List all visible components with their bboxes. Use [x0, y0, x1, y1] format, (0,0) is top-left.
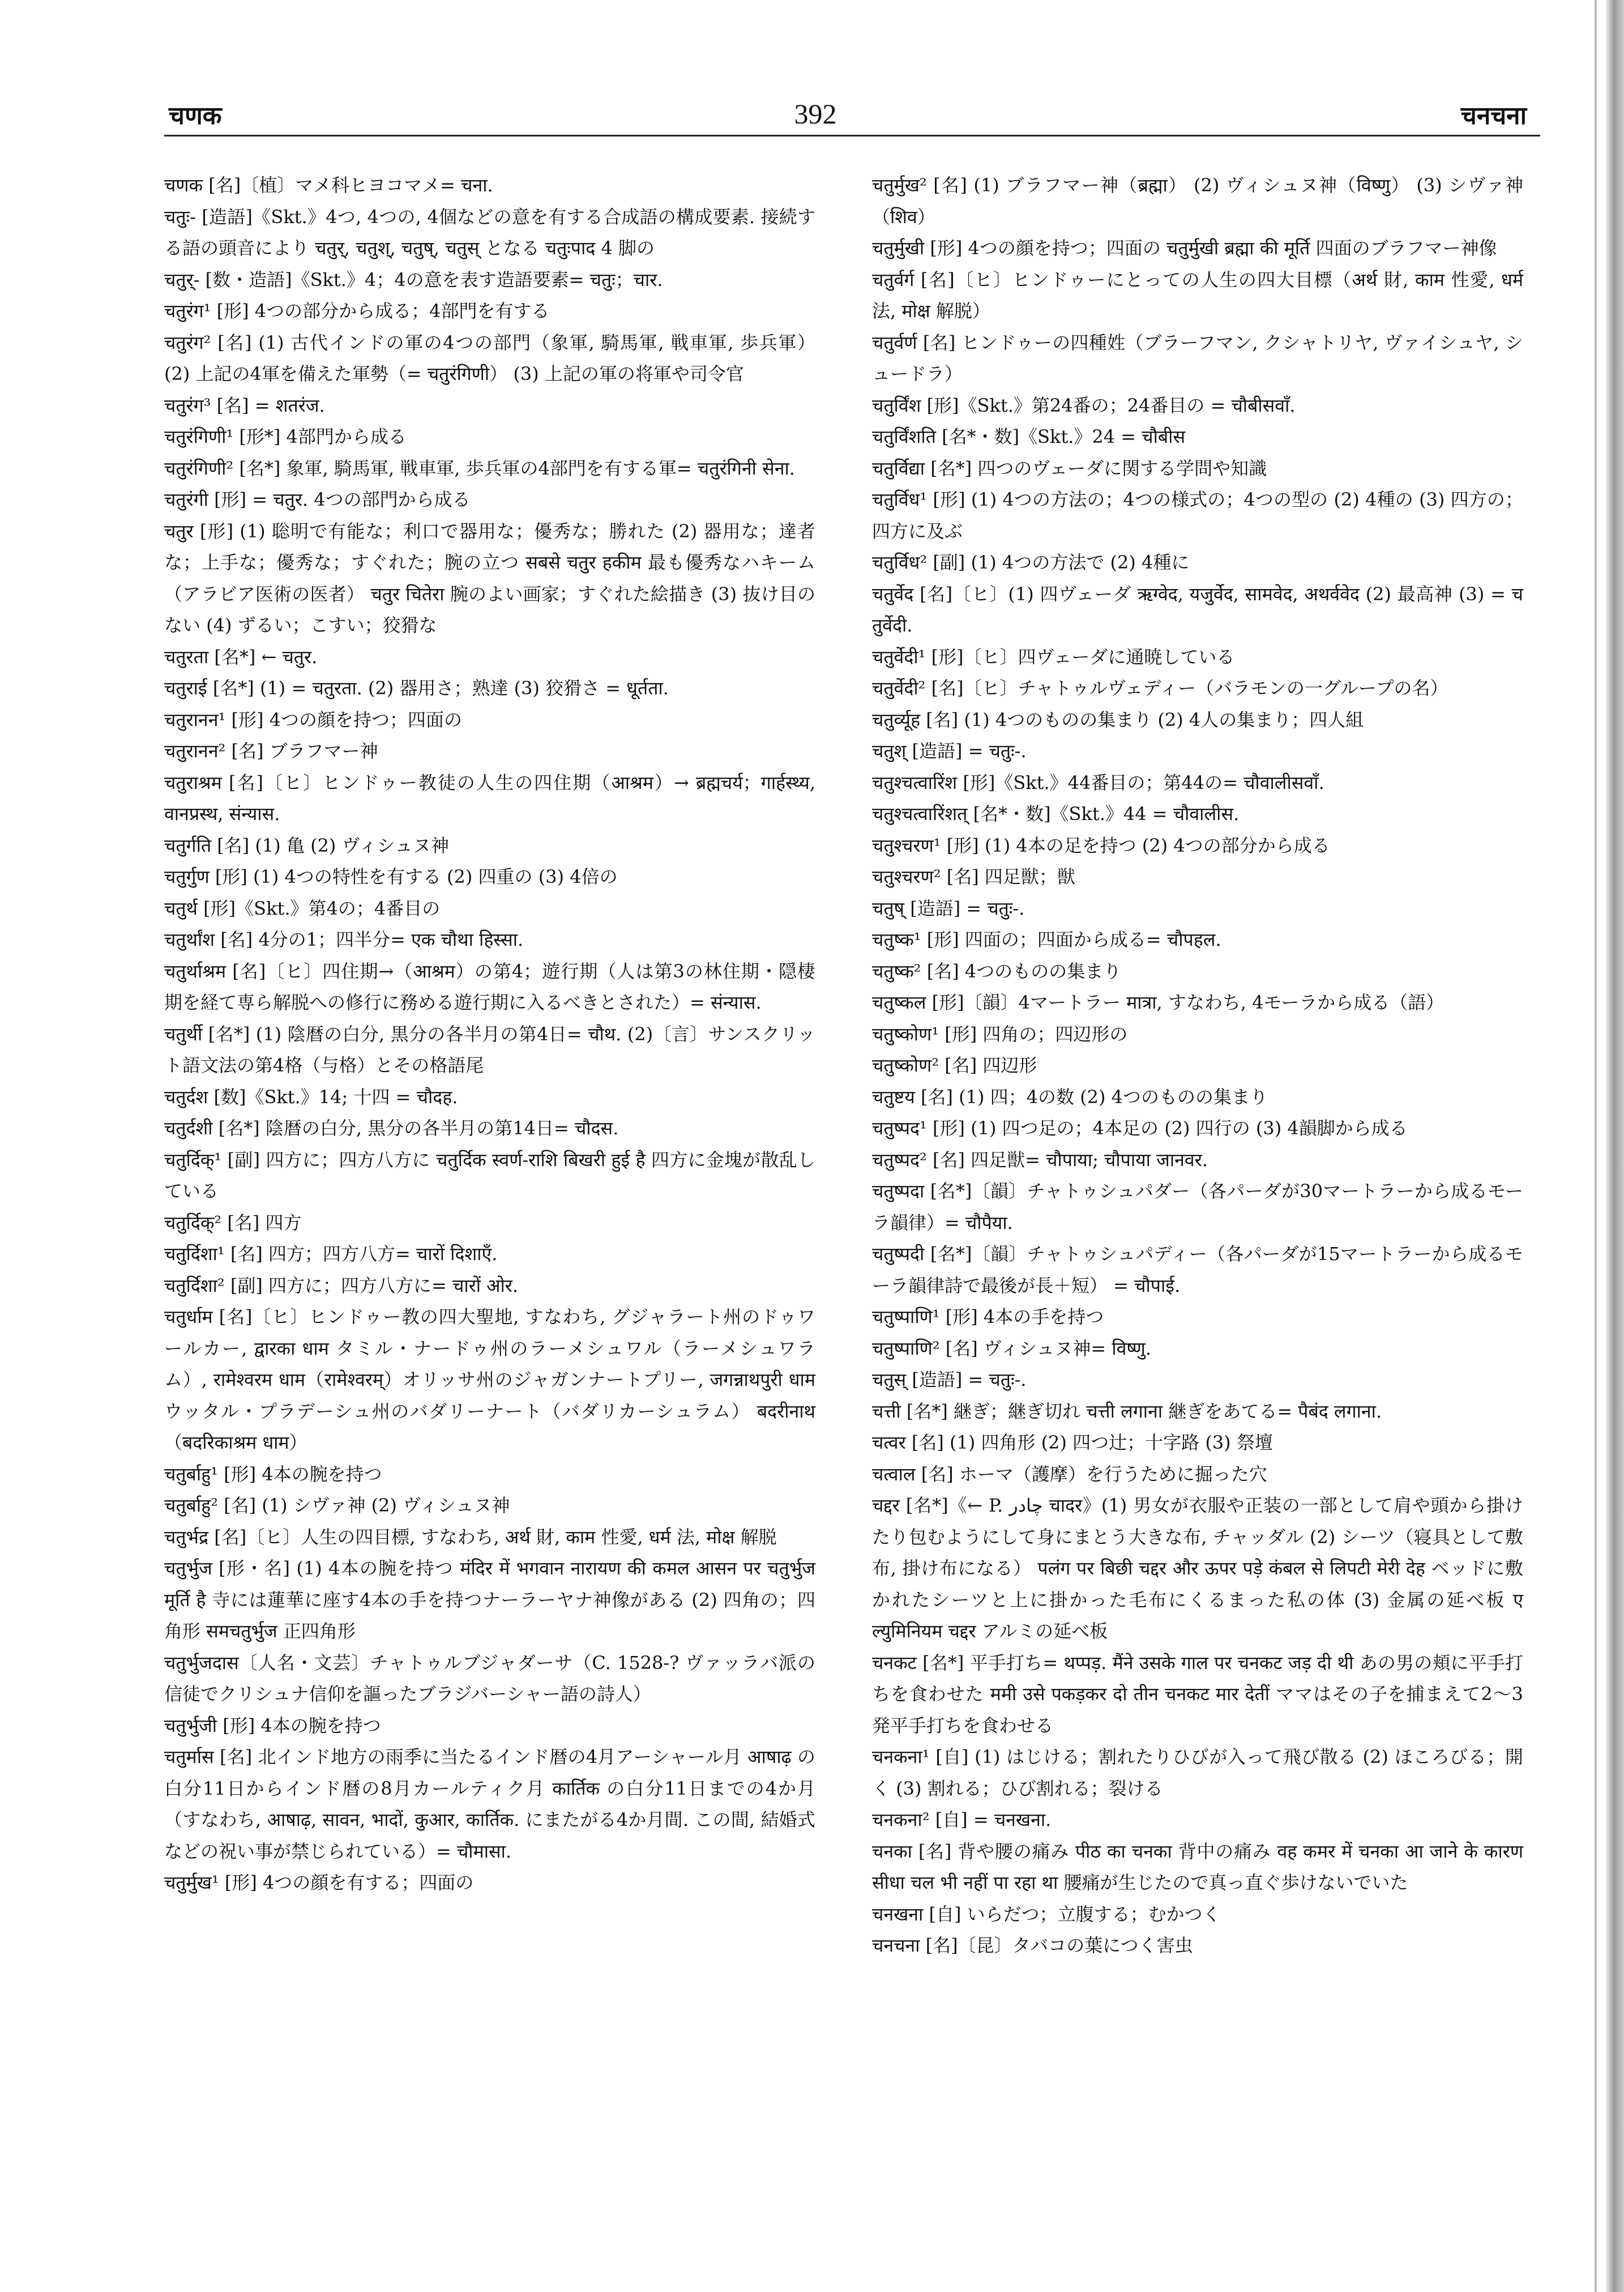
dictionary-entry: चतुष्पदी [名*]〔韻〕チャトゥシュパディー（各パーダが15マートラーから成るモーラ韻律詩で最後が長＋短） = चौपाई. — [872, 1243, 1523, 1296]
dictionary-entry: चतुर्बाहु² [名] (1) シヴァ神 (2) ヴィシュヌ神 — [164, 1495, 510, 1516]
book-edge-line — [1595, 0, 1597, 2292]
dictionary-entry: चतुरंग³ [名] = शतरंज. — [164, 394, 325, 416]
dictionary-entry: चतुर्वेद [名]〔ヒ〕(1) 四ヴェーダ ऋग्वेद, यजुर्वेद, सामवेद, अथर्ववेद (2) 最高神 (3) = चतुर्वेदी. — [872, 583, 1523, 636]
dictionary-entry: चतुष्पद² [名] 四足獣= चौपाया; चौपाया जानवर. — [872, 1149, 1208, 1171]
dictionary-entry: चनकट [名*] 平手打ち= थप्पड़. मैंने उसके गाल पर चनकट जड़ दी थी あの男の頬に平手打ちを食わせた ममी उसे पकड़कर दो तीन चनकट मार देतीं ママはその子を捕まえて2〜3発平手打ちを食わせる — [872, 1651, 1523, 1736]
dictionary-entry: चतुर्गति [名] (1) 亀 (2) ヴィシュヌ神 — [164, 834, 450, 856]
dictionary-entry: चणक [名]〔植〕マメ科ヒヨコマメ= चना. — [164, 174, 493, 196]
dictionary-entry: चतुश्चत्वारिंशत् [名*・数]《Skt.》44 = चौवालीस. — [872, 803, 1240, 825]
dictionary-entry: चतुष् [造語] = चतुः-. — [872, 897, 1025, 919]
dictionary-entry: चतुर्धाम [名]〔ヒ〕ヒンドゥー教の四大聖地, すなわち, グジャラート州のドゥワールカー, द्वारका धाम タミル・ナードゥ州のラーメシュワル（ラーメシュワラム）, रामेश्वरम धाम（रामेश्वरम्）オリッサ州のジャガンナートプリー, जगन्नाथपुरी धाम ウッタル・プラデーシュ州のバダリーナート（バダリカーシュラム） बदरीनाथ（बदरिकाश्रम धाम） — [164, 1306, 815, 1453]
dictionary-entry: चतुर्थ [形]《Skt.》第4の；4番目の — [164, 897, 441, 919]
book-spine-shadow — [1606, 0, 1624, 2292]
dictionary-entry: चतुर्थांश [名] 4分の1；四半分= एक चौथा हिस्सा. — [164, 929, 524, 950]
dictionary-entry: चतुर्भुज [形・名] (1) 4本の腕を持つ मंदिर में भगवान नारायण की कमल आसन पर चतुर्भुज मूर्ति है 寺には蓮華に座す4本の手を持つナーラーヤナ神像がある (2) 四角の；四角形 समचतुर्भुज 正四角形 — [164, 1557, 815, 1642]
right-column — [872, 170, 1523, 1962]
dictionary-entry: चनका [名] 背や腰の痛み पीठ का चनका 背中の痛み वह कमर में चनका आ जाने के कारण सीधा चल भी नहीं पा रहा था 腰痛が生じたので真っ直ぐ歩けないでいた — [872, 1840, 1523, 1893]
dictionary-entry: चनखना [自] いらだつ；立腹する；むかつく — [872, 1903, 1221, 1925]
dictionary-entry: चत्वाल [名] ホーマ（護摩）を行うために掘った穴 — [872, 1463, 1267, 1485]
dictionary-entry: चतुर्बाहु¹ [形] 4本の腕を持つ — [164, 1463, 382, 1485]
dictionary-entry: चतुर्दिक्² [名] 四方 — [164, 1211, 302, 1234]
running-head-right: चनचना — [1460, 101, 1527, 130]
dictionary-entry: चतुर्दश [数]《Skt.》14; 十四 = चौदह. — [164, 1086, 458, 1108]
header-rule — [164, 135, 1540, 136]
dictionary-entry: चतुर्मुखी [形] 4つの顔を持つ；四面の चतुर्मुखी ब्रह्मा की मूर्ति 四面のブラフマー神像 — [872, 237, 1497, 259]
dictionary-entry: चनचना [名]〔昆〕タバコの葉につく害虫 — [872, 1935, 1193, 1956]
dictionary-entry: चतुर्व्यूह [名] (1) 4つのものの集まり (2) 4人の集まり；四人組 — [872, 708, 1364, 731]
dictionary-entry: चतुरंगी [形] = चतुर. 4つの部門から成る — [164, 489, 471, 510]
dictionary-entry: चतुर्वर्ग [名]〔ヒ〕ヒンドゥーにとっての人生の四大目標（अर्थ 財, काम 性愛, धर्म 法, मोक्ष 解脱） — [872, 268, 1523, 322]
left-column — [164, 170, 815, 1899]
dictionary-entry: चतुर्वर्ण [名] ヒンドゥーの四種姓（ブラーフマン, クシャトリヤ, ヴァイシュヤ, シュードラ） — [872, 331, 1523, 385]
dictionary-entry: चतुष्पाणि² [名] ヴィシュヌ神= विष्णु. — [872, 1337, 1152, 1359]
dictionary-entry: चतुर्भद्र [名]〔ヒ〕人生の四目標, すなわち, अर्थ 財, काम 性愛, धर्म 法, मोक्ष 解脱 — [164, 1526, 777, 1548]
dictionary-entry: चतुष्कोण¹ [形] 四角の；四辺形の — [872, 1023, 1128, 1045]
dictionary-entry: चतुर्विध² [副] (1) 4つの方法で (2) 4種に — [872, 552, 1190, 573]
dictionary-entry: चतुर्दिक्¹ [副] 四方に；四方八方に चतुर्दिक स्वर्ण-राशि बिखरी हुई है 四方に金塊が散乱している — [164, 1149, 815, 1202]
dictionary-entry: चतुश् [造語] = चतुः-. — [872, 740, 1027, 762]
dictionary-entry: चतुर्वेदी¹ [形]〔ヒ〕四ヴェーダに通暁している — [872, 646, 1235, 668]
dictionary-entry: चतुर्मास [名] 北インド地方の雨季に当たるインド暦の4月アーシャール月 आषाढ़ の白分11日からインド暦の8月カールティク月 कार्तिक の白分11日までの4か月（すなわち, आषाढ़, सावन, भादों, कुआर, कार्तिक. にまたがる4か月間. この間, 結婚式などの祝い事が禁じられている）= चौमासा. — [164, 1746, 815, 1862]
dictionary-entry: चतुर [形] (1) 聡明で有能な；利口で器用な；優秀な；勝れた (2) 器用な；達者な；上手な；優秀な；すぐれた；腕の立つ सबसे चतुर हकीम 最も優秀なハキーム（アラビア医術の医者） चतुर चितेरा 腕のよい画家；すぐれた絵描き (3) 抜け目のない (4) ずるい；こすい；狡猾な — [164, 520, 815, 636]
dictionary-entry: चतुर्थी [名*] (1) 陰暦の白分, 黒分の各半月の第4日= चौथ. (2)〔言〕サンスクリット語文法の第4格（与格）とその格語尾 — [164, 1023, 815, 1076]
dictionary-entry: चतुः- [造語]《Skt.》4つ, 4つの, 4個などの意を有する合成語の構成要素. 接続する語の頭音により चतुर्, चतुश्, चतुष्, चतुस् となる चतुःपाद 4 脚の — [164, 206, 815, 259]
dictionary-entry: चतुश्चरण¹ [形] (1) 4本の足を持つ (2) 4つの部分から成る — [872, 834, 1330, 856]
dictionary-entry: चतुश्चत्वारिंश [形]《Skt.》44番目の；第44の= चौवालीसवाँ. — [872, 771, 1324, 793]
dictionary-entry: चतुराई [名*] (1) = चतुरता. (2) 器用さ；熟達 (3) 狡猾さ = धूर्तता. — [164, 677, 669, 699]
dictionary-entry: चतुरता [名*] ← चतुर. — [164, 646, 318, 668]
dictionary-entry: चनकना¹ [自] (1) はじける；割れたりひびが入って飛び散る (2) ほころびる；開く (3) 割れる；ひび割れる；裂ける — [872, 1746, 1523, 1799]
dictionary-entry: चतुष्क¹ [形] 四面の；四面から成る= चौपहल. — [872, 929, 1221, 950]
dictionary-entry: चतुर्थाश्रम [名]〔ヒ〕四住期→（आश्रम）の第4；遊行期（人は第3の林住期・隠棲期を経て専ら解脱への修行に務める遊行期に入るべきとされた）= संन्यास. — [164, 960, 815, 1013]
dictionary-entry: चतुरानन¹ [形] 4つの顔を持つ；四面の — [164, 708, 462, 731]
dictionary-entry: चतुर्विंश [形]《Skt.》第24番の；24番目の = चौबीसवाँ. — [872, 394, 1296, 416]
dictionary-entry: चतुष्टय [名] (1) 四；4の数 (2) 4つのものの集まり — [872, 1086, 1268, 1108]
dictionary-entry: चतुष्क² [名] 4つのものの集まり — [872, 960, 1122, 982]
dictionary-entry: चतुश्चरण² [名] 四足獣；獣 — [872, 866, 1075, 887]
dictionary-entry: चतुर्भुजदास〔人名・文芸〕チャトゥルブジャダーサ（C. 1528-? ヴァッラバ派の信徒でクリシュナ信仰を謳ったブラジバーシャー語の詩人） — [164, 1651, 815, 1705]
dictionary-entry: चतुर्मुख² [名] (1) ブラフマー神（ब्रह्मा） (2) ヴィシュヌ神（विष्णु） (3) シヴァ神（शिव） — [872, 174, 1523, 228]
dictionary-entry: चतुस् [造語] = चतुः-. — [872, 1369, 1027, 1390]
dictionary-entry: चतुर्विध¹ [形] (1) 4つの方法の；4つの様式の；4つの型の (2) 4種の (3) 四方の；四方に及ぶ — [872, 489, 1523, 542]
dictionary-entry: चतुष्कल [形]〔韻〕4マートラー मात्रा, すなわち, 4モーラから成る（語） — [872, 992, 1444, 1013]
running-head-left: चणक — [169, 101, 222, 130]
dictionary-entry: चतुरानन² [名] ブラフマー神 — [164, 740, 378, 762]
dictionary-entry: चतुरंग¹ [形] 4つの部分から成る；4部門を有する — [164, 300, 550, 322]
dictionary-entry: चनकना² [自] = चनखना. — [872, 1809, 1052, 1830]
dictionary-entry: चतुर्दिशा¹ [名] 四方；四方八方= चारों दिशाएँ. — [164, 1243, 498, 1265]
dictionary-entry: चतुर्- [数・造語]《Skt.》4；4の意を表す造語要素= चतुः；चार. — [164, 268, 663, 291]
dictionary-entry: चत्ती [名*] 継ぎ；継ぎ切れ चत्ती लगाना 継ぎをあてる= पैबंद लगाना. — [872, 1400, 1382, 1422]
dictionary-entry: चतुष्पाणि¹ [形] 4本の手を持つ — [872, 1306, 1104, 1328]
page-number: 392 — [794, 98, 837, 130]
dictionary-entry: चतुराश्रम [名]〔ヒ〕ヒンドゥー教徒の人生の四住期（आश्रम）→ ब्रह्मचर्य；गार्हस्थ्य, वानप्रस्थ, संन्यास. — [164, 771, 815, 825]
dictionary-entry: चतुरंगिणी² [名*] 象軍, 騎馬軍, 戦車軍, 歩兵軍の4部門を有する軍= चतुरंगिनी सेना. — [164, 457, 795, 479]
dictionary-entry: चतुर्दिशा² [副] 四方に；四方八方に= चारों ओर. — [164, 1274, 519, 1296]
dictionary-entry: चतुष्कोण² [名] 四辺形 — [872, 1055, 1037, 1076]
dictionary-entry: चतुर्मुख¹ [形] 4つの顔を有する；四面の — [164, 1872, 474, 1893]
dictionary-entry: चतुष्पदा [名*]〔韻〕チャトゥシュパダー（各パーダが30マートラーから成るモーラ韻律）= चौपैया. — [872, 1180, 1523, 1234]
dictionary-entry: चतुर्भुजी [形] 4本の腕を持つ — [164, 1714, 381, 1736]
dictionary-entry: चतुर्विंशति [名*・数]《Skt.》24 = चौबीस — [872, 426, 1186, 447]
dictionary-entry: चतुर्विद्या [名*] 四つのヴェーダに関する学問や知識 — [872, 457, 1267, 479]
dictionary-entry: चद्दर [名*]《← P. چادر चादर》(1) 男女が衣服や正装の一部として肩や頭から掛けたり包むようにして身にまとう大きな布, チャッダル (2) シーツ（寝具として敷布, 掛け布になる） पलंग पर बिछी चद्दर और ऊपर पड़े कंबल से लिपटी मेरी देह ベッドに敷かれたシーツと上に掛かった毛布にくるまった私の体 (3) 金属の延べ板 एल्युमिनियम चद्दर アルミの延べ板 — [872, 1495, 1523, 1642]
dictionary-entry: चतुर्गुण [形] (1) 4つの特性を有する (2) 四重の (3) 4倍の — [164, 866, 618, 887]
dictionary-entry: चतुष्पद¹ [形] (1) 四つ足の；4本足の (2) 四行の (3) 4韻脚から成る — [872, 1117, 1408, 1139]
dictionary-entry: चत्वर [名] (1) 四角形 (2) 四つ辻；十字路 (3) 祭壇 — [872, 1432, 1273, 1453]
dictionary-entry: चतुरंगिणी¹ [形*] 4部門から成る — [164, 426, 407, 447]
dictionary-entry: चतुरंग² [名] (1) 古代インドの軍の4つの部門（象軍, 騎馬軍, 戦車軍, 歩兵軍） (2) 上記の4軍を備えた軍勢（= चतुरंगिणी） (3) 上記の軍の将軍や司令官 — [164, 331, 815, 385]
dictionary-entry: चतुर्वेदी² [名]〔ヒ〕チャトゥルヴェディー（バラモンの一グループの名） — [872, 677, 1448, 699]
dictionary-entry: चतुर्दशी [名*] 陰暦の白分, 黒分の各半月の第14日= चौदस. — [164, 1117, 619, 1139]
